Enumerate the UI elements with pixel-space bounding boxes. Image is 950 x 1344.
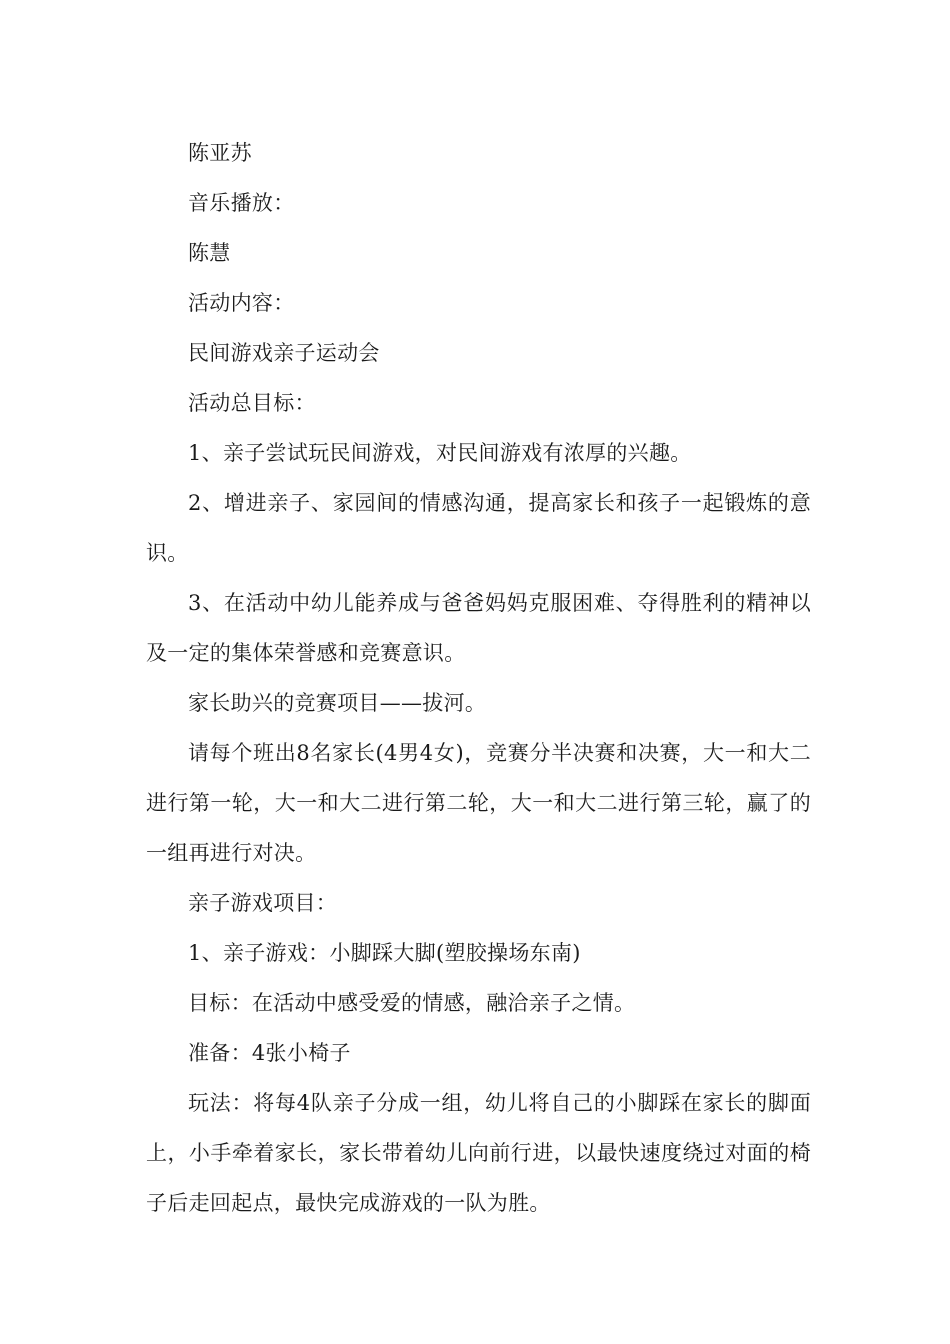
paragraph-game-1-rules: 玩法：将每4队亲子分成一组，幼儿将自己的小脚踩在家长的脚面上，小手牵着家长，家长带着幼儿向前行进，以最快速度绕过对面的椅子后走回起点，最快完成游戏的一队为胜。 <box>146 1091 811 1215</box>
paragraph-goal-3: 3、在活动中幼儿能养成与爸爸妈妈克服困难、夺得胜利的精神以及一定的集体荣誉感和竞赛意识。 <box>146 591 811 665</box>
paragraph-goal-1: 1、亲子尝试玩民间游戏，对民间游戏有浓厚的兴趣。 <box>188 441 692 465</box>
paragraph-goal-2: 2、增进亲子、家园间的情感沟通，提高家长和孩子一起锻炼的意识。 <box>146 491 811 565</box>
paragraph-game-1-goal: 目标：在活动中感受爱的情感，融洽亲子之情。 <box>188 991 636 1015</box>
paragraph-tug-of-war-rules: 请每个班出8名家长(4男4女)，竞赛分半决赛和决赛，大一和大二进行第一轮，大一和大二进行第二轮，大一和大二进行第三轮，赢了的一组再进行对决。 <box>146 741 811 865</box>
paragraph-games-label: 亲子游戏项目： <box>188 891 338 915</box>
paragraph-parent-competition: 家长助兴的竞赛项目——拔河。 <box>188 691 487 715</box>
paragraph-music-label: 音乐播放： <box>188 191 295 215</box>
document-body <box>146 128 811 1228</box>
paragraph-person-name-1: 陈亚苏 <box>188 141 252 165</box>
paragraph-game-1-preparation: 准备：4张小椅子 <box>188 1041 351 1065</box>
paragraph-activity-content: 民间游戏亲子运动会 <box>188 341 380 365</box>
paragraph-activity-content-label: 活动内容： <box>188 291 295 315</box>
paragraph-game-1-title: 1、亲子游戏：小脚踩大脚(塑胶操场东南) <box>188 941 581 965</box>
paragraph-person-name-2: 陈慧 <box>188 241 231 265</box>
paragraph-goals-label: 活动总目标： <box>188 391 316 415</box>
